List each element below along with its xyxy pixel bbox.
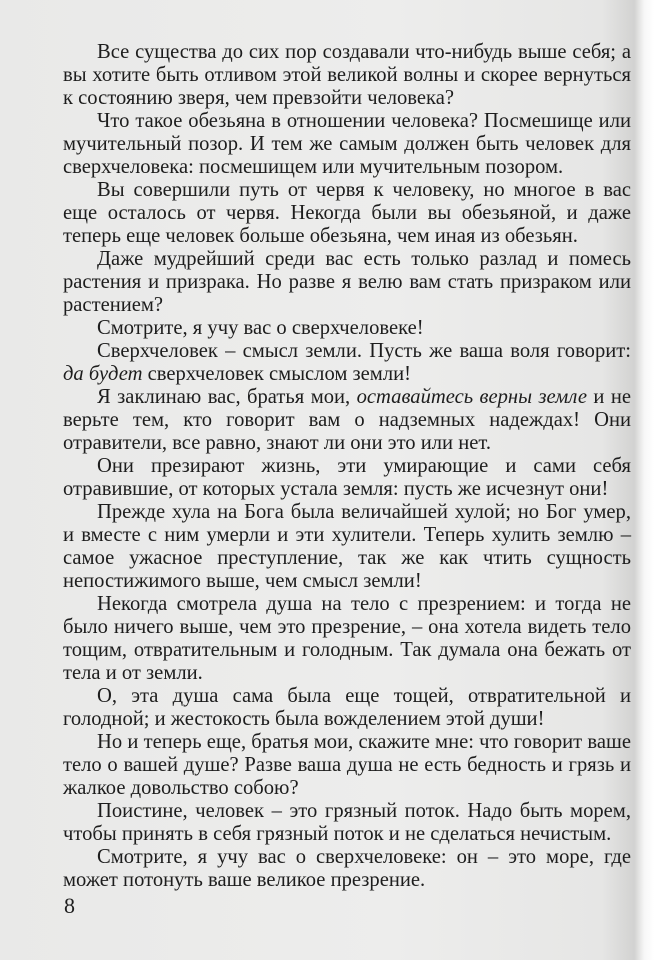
body-text — [63, 41, 631, 892]
paragraph-7: Я заклинаю вас, братья мои, оставайтесь верны земле и не верьте тем, кто говорит вам о надземных надеждах! Они отравители, все равно, знают ли они это или нет. — [63, 386, 632, 454]
paragraph-11: О, эта душа сама была еще тощей, отвратительной и голодной; и жестокость была вожделением этой души! — [63, 685, 631, 730]
paragraph-3: Вы совершили путь от червя к человеку, но многое в вас еще осталось от червя. Некогда были вы обезьяной, и даже теперь еще человек больше обезьяна, чем иная из обезьян. — [63, 179, 631, 247]
paragraph-1: Все существа до сих пор создавали что-нибудь выше себя; а вы хотите быть отливом этой великой волны и скорее вернуться к состоянию зверя, чем превзойти человека? — [63, 41, 631, 109]
paragraph-13: Поистине, человек – это грязный поток. Надо быть морем, чтобы принять в себя грязный поток и не сделаться нечистым. — [63, 800, 631, 845]
paragraph-9: Прежде хула на Бога была величайшей хулой; но Бог умер, и вместе с ним умерли и эти хулители. Теперь хулить землю – самое ужасное преступление, так же как чтить сущность непостижимого выше, чем смысл земли! — [63, 501, 631, 592]
paragraph-8: Они презирают жизнь, эти умирающие и сами себя отравившие, от которых устала земля: пусть же исчезнут они! — [63, 455, 631, 500]
paragraph-4: Даже мудрейший среди вас есть только разлад и помесь растения и призрака. Но разве я велю вам стать призраком или растением? — [63, 248, 631, 316]
paragraph-2: Что такое обезьяна в отношении человека? Посмешище или мучительный позор. И тем же самым должен быть человек для сверхчеловека: посмешищем или мучительным позором. — [63, 110, 631, 178]
paragraph-5: Смотрите, я учу вас о сверхчеловеке! — [97, 317, 424, 339]
italic-phrase: да будет — [63, 363, 143, 385]
italic-phrase: оставайтесь верны земле — [356, 386, 587, 408]
paragraph-12: Но и теперь еще, братья мои, скажите мне: что говорит ваше тело о вашей душе? Разве ваша душа не есть бедность и грязь и жалкое довольство собою? — [63, 731, 631, 799]
paragraph-10: Некогда смотрела душа на тело с презрением: и тогда не было ничего выше, чем это презрение, – она хотела видеть тело тощим, отвратительным и голодным. Так думала она бежать от тела и от земли. — [63, 593, 631, 684]
page-number: 8 — [64, 893, 75, 918]
paragraph-14: Смотрите, я учу вас о сверхчеловеке: он – это море, где может потонуть ваше великое презрение. — [63, 846, 631, 891]
paragraph-6: Сверхчеловек – смысл земли. Пусть же ваша воля говорит: да будет сверхчеловек смыслом земли! — [63, 340, 631, 385]
